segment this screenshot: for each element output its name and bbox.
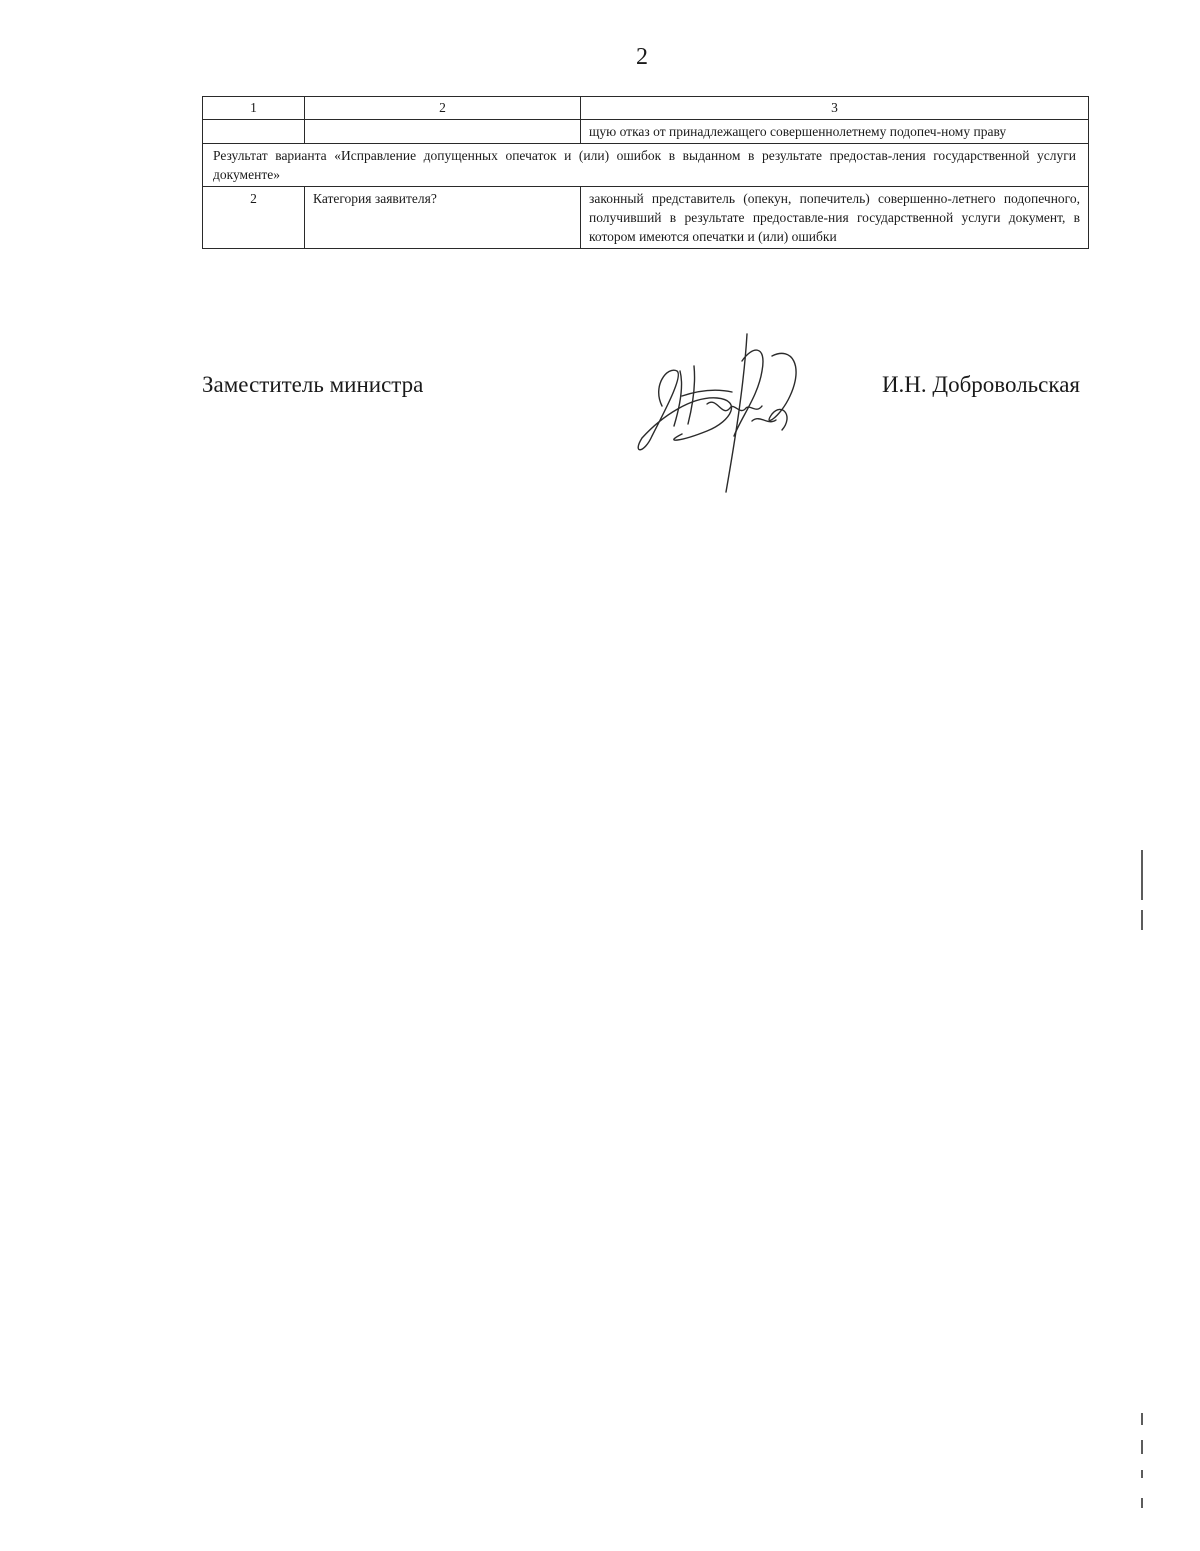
cell-question [305,120,581,144]
cell-answer: щую отказ от принадлежащего совершеннолетнему подопеч-ному праву [581,120,1089,144]
header-col-3: 3 [581,97,1089,120]
table-row [203,187,1089,249]
page-number: 2 [636,44,648,70]
table-header-row [203,97,1089,120]
scan-edge-marks [1136,0,1152,1551]
cell-answer: законный представитель (опекун, попечитель) совершенно-летнего подопечного, получивший в результате предоставле-ния государственной услуги документ, в котором имеются опечатки и (или) ошибки [581,187,1089,249]
header-col-1: 1 [203,97,305,120]
signatory-name: И.Н. Добровольская [881,372,1080,397]
signatory-position: Заместитель министра [202,372,424,397]
cell-question: Категория заявителя? [305,187,581,249]
cell-number [203,120,305,144]
table-row [203,120,1089,144]
section-row [203,144,1089,187]
header-col-2: 2 [305,97,581,120]
handwritten-signature [622,326,812,496]
cell-number: 2 [203,187,305,249]
section-title: Результат варианта «Исправление допущенных опечаток и (или) ошибок в выданном в результате предостав-ления государственной услуги документе» [203,144,1089,187]
regulation-table [202,96,1089,249]
